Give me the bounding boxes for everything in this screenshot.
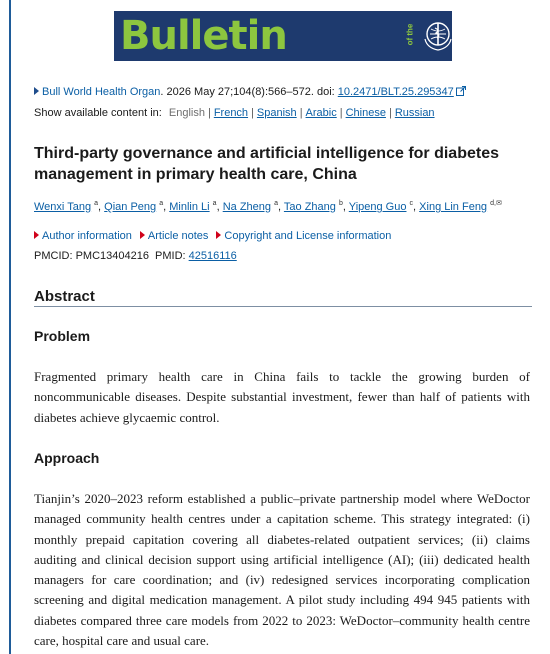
author-link[interactable]: Wenxi Tang [34, 201, 92, 213]
author-link[interactable]: Qian Peng [104, 201, 157, 213]
language-link-spanish[interactable]: Spanish [256, 107, 297, 119]
copyright-license-toggle[interactable]: Copyright and License information [216, 230, 391, 242]
article-ids: PMCID: PMC13404216 PMID: 42516116 [34, 250, 237, 262]
approach-paragraph: Tianjin’s 2020–2023 reform established a public–private partnership model where WeDoctor managed community health centres under a capitation scheme. This strategy integrated: (i) monthly prepaid capitation covering all diabetes-related outpatient services; (ii) claims auditing and clinical decision support using artificial intelligence (AI); (iii) dedicated health managers for care coordination; and (iv) redesigned services incorporating complication screening and digital medication management. A pilot study including 494 945 patients with diabetes compared three care models from 2022 to 2023: WeDoctor–community health centre care, hospital care and usual care. [34, 491, 530, 649]
who-name: World Health Organization [459, 23, 528, 63]
affiliation-mark[interactable]: a [159, 200, 164, 207]
expand-triangle-icon [216, 231, 221, 239]
pmcid-value: PMC13404216 [75, 250, 149, 262]
of-the-label: of the [405, 23, 415, 46]
expand-triangle-icon [140, 231, 145, 239]
page-left-border [9, 0, 11, 654]
citation-line: Bull World Health Organ. 2026 May 27;104(8):566–572. doi: 10.2471/BLT.25.295347 [34, 85, 466, 99]
abstract-divider [34, 306, 532, 307]
journal-link[interactable]: Bull World Health Organ [42, 86, 161, 98]
language-link-french[interactable]: French [213, 107, 249, 119]
problem-paragraph: Fragmented primary health care in China fails to tackle the growing burden of noncommunicable diseases. Despite substantial investment, fewer than half of patients with diabetes achieve glycaemic control. [34, 369, 530, 425]
bulletin-wordmark: Bulletin [120, 13, 287, 59]
author-link[interactable]: Xing Lin Feng [419, 201, 488, 213]
problem-heading: Problem [34, 328, 91, 344]
author-list: Wenxi Tang $^a$, Qian Peng $^a$, Minlin Li $^a$, Na Zheng $^a$, Tao Zhang $^b$, Yipeng Guo $^c$, Xing Lin Feng $^{d,✉}$ [34, 200, 502, 213]
bulletin-banner[interactable] [114, 11, 528, 63]
content-languages: Show available content in: English | French | Spanish | Arabic | Chinese | Russian [34, 107, 435, 119]
article-info-links [34, 229, 399, 243]
language-current: English [168, 107, 205, 119]
author-link[interactable]: Yipeng Guo [348, 201, 407, 213]
article-notes-toggle[interactable]: Article notes [140, 230, 209, 242]
who-emblem-icon [421, 19, 455, 53]
abstract-heading: Abstract [34, 288, 95, 305]
expand-triangle-icon[interactable] [34, 87, 39, 95]
approach-heading: Approach [34, 450, 100, 466]
expand-triangle-icon [34, 231, 39, 239]
language-link-chinese[interactable]: Chinese [345, 107, 386, 119]
affiliation-mark[interactable]: c [409, 200, 414, 207]
author-link[interactable]: Tao Zhang [283, 201, 336, 213]
affiliation-mark[interactable]: b [338, 200, 343, 207]
article-title: Third-party governance and artificial intelligence for diabetes management in primary health care, China [34, 145, 499, 183]
affiliation-mark[interactable]: d,✉ [490, 200, 502, 207]
doi-link[interactable]: 10.2471/BLT.25.295347 [337, 86, 454, 98]
external-link-icon[interactable] [456, 86, 466, 96]
language-link-arabic[interactable]: Arabic [305, 107, 337, 119]
author-link[interactable]: Na Zheng [222, 201, 272, 213]
affiliation-mark[interactable]: a [94, 200, 99, 207]
pmid-link[interactable]: 42516116 [188, 250, 237, 262]
language-link-russian[interactable]: Russian [394, 107, 435, 119]
affiliation-mark[interactable]: a [274, 200, 278, 207]
author-information-toggle[interactable]: Author information [34, 230, 132, 242]
affiliation-mark[interactable]: a [212, 200, 217, 207]
author-link[interactable]: Minlin Li [169, 201, 210, 213]
